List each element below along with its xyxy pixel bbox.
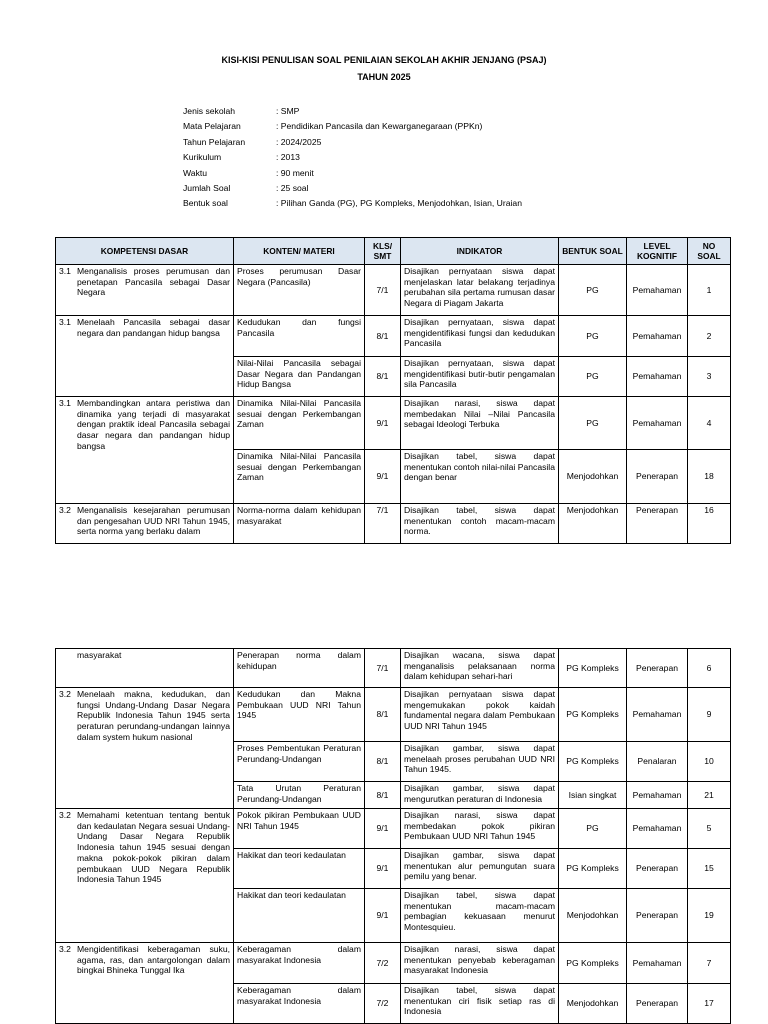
kls-cell: 9/1 [365, 809, 401, 849]
bentuk-cell: Menjodohkan [559, 889, 627, 943]
kompetensi-dasar-cell [56, 504, 234, 544]
kls-cell: 8/1 [365, 357, 401, 397]
header-no-soal: NO SOAL [688, 238, 731, 265]
info-value: : 90 menit [276, 167, 314, 178]
level-cell: Penerapan [627, 450, 688, 504]
materi-cell: Kedudukan dan fungsi Pancasila [234, 316, 365, 357]
kls-cell: 8/1 [365, 782, 401, 809]
level-cell: Pemahaman [627, 397, 688, 450]
info-label: Bentuk soal [183, 198, 228, 209]
info-row [183, 183, 522, 198]
level-cell: Pemahaman [627, 688, 688, 742]
info-value: : Pendidikan Pancasila dan Kewarganegaraan (PPKn) [276, 121, 483, 132]
bentuk-cell: Menjodohkan [559, 450, 627, 504]
kd-text: Menganalisis kesejarahan perumusan dan pengesahan UUD NRI Tahun 1945, serta norma yang berlaku dalam [77, 505, 230, 537]
kd-text: Membandingkan antara peristiwa dan dinamika yang terjadi di masyarakat dengan praktik ideal Pancasila sebagai dasar negara dan pandangan hidup bangsa [77, 398, 230, 451]
table-row [56, 504, 731, 544]
bentuk-cell: Isian singkat [559, 782, 627, 809]
materi-cell: Norma-norma dalam kehidupan masyarakat [234, 504, 365, 544]
exam-info [183, 106, 522, 214]
no-cell: 16 [688, 504, 731, 544]
info-value: : Pilihan Ganda (PG), PG Kompleks, Menjodohkan, Isian, Uraian [276, 198, 522, 209]
info-value: : SMP [276, 106, 300, 116]
kls-cell: 7/2 [365, 943, 401, 984]
level-cell: Pemahaman [627, 265, 688, 316]
materi-cell: Penerapan norma dalam kehidupan [234, 649, 365, 688]
info-value: : 25 soal [276, 182, 309, 193]
bentuk-cell: PG [559, 809, 627, 849]
kompetensi-dasar-cell [56, 316, 234, 397]
indikator-cell: Disajikan pernyataan siswa dapat menjelaskan latar belakang terjadinya perubahan sila pertama rumusan dasar Negara di Piagam Jakarta [401, 265, 559, 316]
no-cell: 19 [688, 889, 731, 943]
kompetensi-dasar-cell [56, 688, 234, 809]
info-row [183, 198, 522, 213]
kd-number: 3.1 [59, 317, 71, 327]
no-cell: 18 [688, 450, 731, 504]
kd-number: 3.1 [59, 398, 71, 408]
level-cell: Penerapan [627, 649, 688, 688]
document-title: KISI-KISI PENULISAN SOAL PENILAIAN SEKOLAH AKHIR JENJANG (PSAJ) [221, 55, 547, 65]
info-row [183, 121, 522, 136]
info-row [183, 168, 522, 183]
kd-text: Menelaah Pancasila sebagai dasar negara dan pandangan hidup bangsa [77, 317, 230, 338]
bentuk-cell: PG Kompleks [559, 688, 627, 742]
bentuk-cell: PG Kompleks [559, 742, 627, 782]
no-cell: 3 [688, 357, 731, 397]
header-kls-smt: KLS/ SMT [365, 238, 401, 265]
indikator-cell: Disajikan tabel, siswa dapat menentukan contoh nilai-nilai Pancasila dengan benar [401, 450, 559, 504]
level-cell: Penalaran [627, 742, 688, 782]
kls-cell: 9/1 [365, 849, 401, 889]
no-cell: 17 [688, 984, 731, 1024]
indikator-cell: Disajikan narasi, siswa dapat menentukan penyebab keberagaman masyarakat Indonesia [401, 943, 559, 984]
table-header-row [56, 238, 731, 265]
kls-cell: 8/1 [365, 742, 401, 782]
kls-cell: 9/1 [365, 889, 401, 943]
no-cell: 9 [688, 688, 731, 742]
materi-cell: Proses perumusan Dasar Negara (Pancasila) [234, 265, 365, 316]
info-row [183, 137, 522, 152]
materi-cell: Nilai-Nilai Pancasila sebagai Dasar Negara dan Pandangan Hidup Bangsa [234, 357, 365, 397]
materi-cell: Hakikat dan teori kedaulatan [234, 849, 365, 889]
indikator-cell: Disajikan tabel, siswa dapat menentukan contoh macam-macam norma. [401, 504, 559, 544]
materi-cell: Hakikat dan teori kedaulatan [234, 889, 365, 943]
bentuk-cell: Menjodohkan [559, 984, 627, 1024]
bentuk-cell: PG [559, 357, 627, 397]
document-year: TAHUN 2025 [357, 72, 411, 82]
kls-cell: 7/1 [365, 649, 401, 688]
bentuk-cell: PG [559, 316, 627, 357]
kd-number: 3.2 [59, 505, 71, 515]
kd-text: masyarakat [77, 650, 122, 660]
materi-cell: Dinamika Nilai-Nilai Pancasila sesuai dengan Perkembangan Zaman [234, 397, 365, 450]
kisi-kisi-table-continued [55, 648, 731, 1024]
no-cell: 6 [688, 649, 731, 688]
header-konten-materi: KONTEN/ MATERI [234, 238, 365, 265]
kompetensi-dasar-cell [56, 265, 234, 316]
table-row [56, 649, 731, 688]
bentuk-cell: PG Kompleks [559, 649, 627, 688]
kls-cell: 7/1 [365, 265, 401, 316]
kd-text: Menelaah makna, kedudukan, dan fungsi Undang-Undang Dasar Negara Republik Indonesia Tahun 1945 serta peraturan perundang-undangan lainnya dalam system hukum nasional [77, 689, 230, 742]
no-cell: 4 [688, 397, 731, 450]
materi-cell: Kedudukan dan Makna Pembukaan UUD NRI Tahun 1945 [234, 688, 365, 742]
no-cell: 2 [688, 316, 731, 357]
no-cell: 15 [688, 849, 731, 889]
kd-number: 3.2 [59, 810, 71, 820]
info-label: Mata Pelajaran [183, 121, 241, 132]
no-cell: 5 [688, 809, 731, 849]
level-cell: Penerapan [627, 889, 688, 943]
indikator-cell: Disajikan narasi, siswa dapat membedakan Nilai –Nilai Pancasila sebagai Ideologi Terbuka [401, 397, 559, 450]
kls-cell: 9/1 [365, 450, 401, 504]
indikator-cell: Disajikan pernyataan, siswa dapat mengidentifikasi butir-butir pengamalan sila Pancasila [401, 357, 559, 397]
level-cell: Pemahaman [627, 782, 688, 809]
level-cell: Pemahaman [627, 316, 688, 357]
level-cell: Penerapan [627, 849, 688, 889]
no-cell: 21 [688, 782, 731, 809]
kls-cell: 8/1 [365, 316, 401, 357]
table-row [56, 397, 731, 450]
level-cell: Penerapan [627, 984, 688, 1024]
no-cell: 1 [688, 265, 731, 316]
kls-cell: 8/1 [365, 688, 401, 742]
indikator-cell: Disajikan narasi, siswa dapat membedakan pokok pikiran Pembukaan UUD NRI Tahun 1945 [401, 809, 559, 849]
materi-cell: Proses Pembentukan Peraturan Perundang-Undangan [234, 742, 365, 782]
header-indikator: INDIKATOR [401, 238, 559, 265]
kompetensi-dasar-cell [56, 809, 234, 943]
indikator-cell: Disajikan gambar, siswa dapat menelaah proses perubahan UUD NRI Tahun 1945. [401, 742, 559, 782]
table-row [56, 265, 731, 316]
bentuk-cell: PG [559, 397, 627, 450]
table-row [56, 316, 731, 357]
info-label: Waktu [183, 167, 208, 178]
kls-cell: 9/1 [365, 397, 401, 450]
indikator-cell: Disajikan wacana, siswa dapat menganalisis pelaksanaan norma dalam kehidupan sehari-hari [401, 649, 559, 688]
kd-number: 3.2 [59, 944, 71, 954]
kompetensi-dasar-cell [56, 943, 234, 1024]
materi-cell: Dinamika Nilai-Nilai Pancasila sesuai dengan Perkembangan Zaman [234, 450, 365, 504]
table-row [56, 943, 731, 984]
info-row [183, 152, 522, 167]
kompetensi-dasar-cell [56, 397, 234, 504]
level-cell: Pemahaman [627, 357, 688, 397]
indikator-cell: Disajikan tabel, siswa dapat menentukan macam-macam pembagian kekuasaan menurut Montesquieu. [401, 889, 559, 943]
kls-cell: 7/1 [365, 504, 401, 544]
header-kompetensi-dasar: KOMPETENSI DASAR [56, 238, 234, 265]
bentuk-cell: PG Kompleks [559, 943, 627, 984]
kompetensi-dasar-cell [56, 649, 234, 688]
level-cell: Penerapan [627, 504, 688, 544]
kd-text: Menganalisis proses perumusan dan penetapan Pancasila sebagai Dasar Negara [77, 266, 230, 298]
table-row [56, 688, 731, 742]
no-cell: 7 [688, 943, 731, 984]
info-value: : 2024/2025 [276, 136, 322, 147]
info-row [183, 106, 522, 121]
materi-cell: Pokok pikiran Pembukaan UUD NRI Tahun 1945 [234, 809, 365, 849]
indikator-cell: Disajikan pernyataan, siswa dapat mengidentifikasi fungsi dan kedudukan Pancasila [401, 316, 559, 357]
materi-cell: Keberagaman dalam masyarakat Indonesia [234, 943, 365, 984]
info-label: Jenis sekolah [183, 106, 236, 116]
indikator-cell: Disajikan tabel, siswa dapat menentukan ciri fisik setiap ras di Indonesia [401, 984, 559, 1024]
info-label: Kurikulum [183, 152, 222, 163]
kd-text: Memahami ketentuan tentang bentuk dan kedaulatan Negara sesuai Undang-Undang Dasar Negara Republik Indonesia tahun 1945 sesuai dengan makna pokok-pokok pikiran dalam pembukaan UUD Negara Republik Indonesia Tahun 1945 [77, 810, 230, 885]
no-cell: 10 [688, 742, 731, 782]
kisi-kisi-table [55, 237, 731, 544]
indikator-cell: Disajikan gambar, siswa dapat menentukan alur pemungutan suara pemilu yang benar. [401, 849, 559, 889]
kd-text: Mengidentifikasi keberagaman suku, agama, ras, dan antargolongan dalam bingkai Bhineka Tunggal Ika [77, 944, 230, 976]
bentuk-cell: PG Kompleks [559, 849, 627, 889]
header-level-kognitif: LEVEL KOGNITIF [627, 238, 688, 265]
indikator-cell: Disajikan gambar, siswa dapat mengurutkan peraturan di Indonesia [401, 782, 559, 809]
kls-cell: 7/2 [365, 984, 401, 1024]
materi-cell: Tata Urutan Peraturan Perundang-Undangan [234, 782, 365, 809]
info-label: Tahun Pelajaran [183, 136, 246, 147]
bentuk-cell: PG [559, 265, 627, 316]
indikator-cell: Disajikan pernyataan siswa dapat mengemukakan pokok kaidah fundamental negara dalam Pembukaan UUD NRI Tahun 1945 [401, 688, 559, 742]
level-cell: Pemahaman [627, 943, 688, 984]
table-row [56, 809, 731, 849]
materi-cell: Keberagaman dalam masyarakat Indonesia [234, 984, 365, 1024]
header-bentuk-soal: BENTUK SOAL [559, 238, 627, 265]
level-cell: Pemahaman [627, 809, 688, 849]
info-label: Jumlah Soal [183, 182, 231, 193]
kd-number: 3.1 [59, 266, 71, 276]
bentuk-cell: Menjodohkan [559, 504, 627, 544]
kd-number: 3.2 [59, 689, 71, 699]
info-value: : 2013 [276, 152, 300, 163]
